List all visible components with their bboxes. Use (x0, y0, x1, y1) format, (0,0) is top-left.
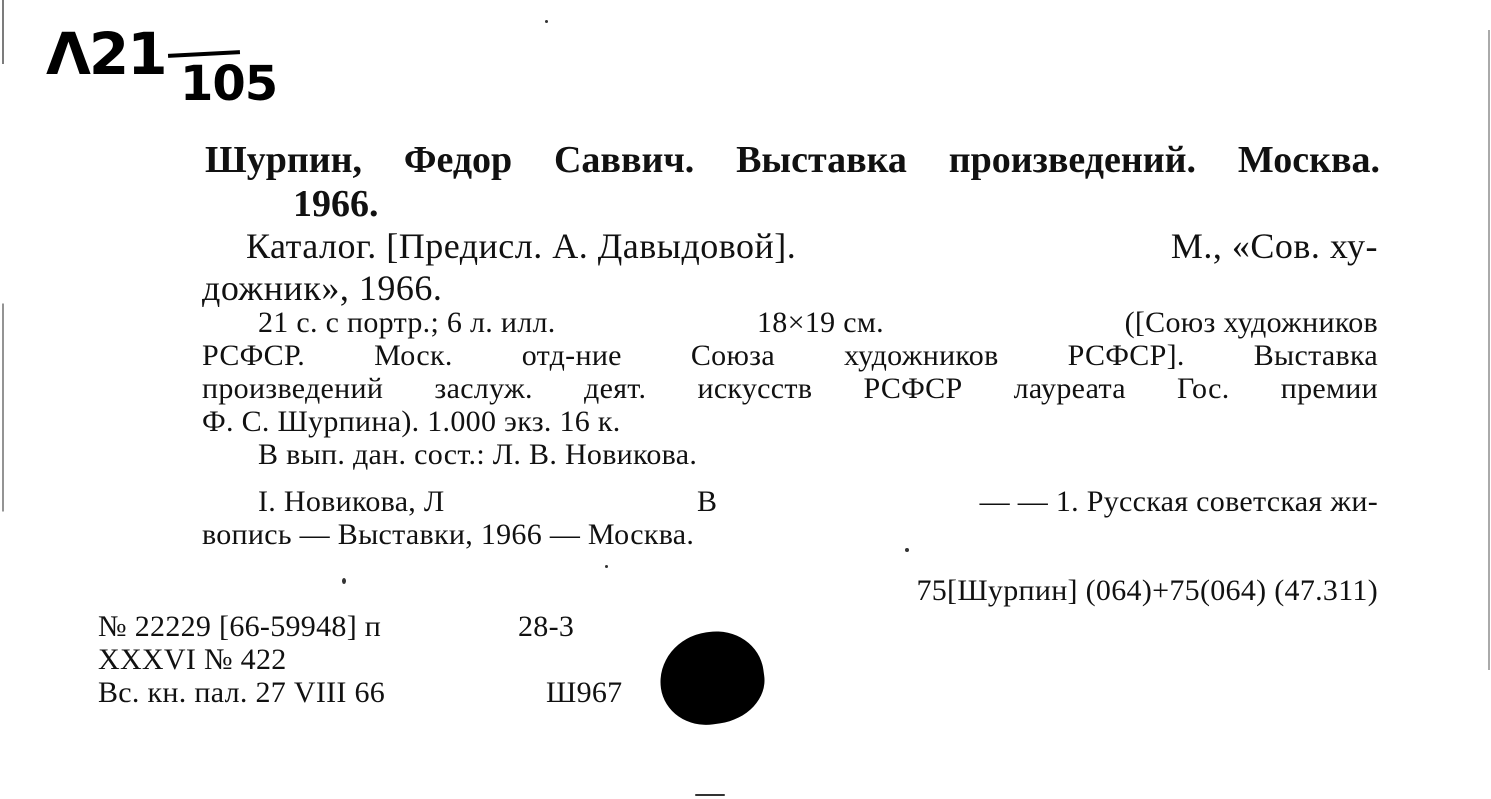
tracing-initial: В (697, 485, 718, 518)
record-code: 28-3 (518, 610, 575, 643)
description-line-1-size: 18×19 см. (757, 306, 884, 339)
card-right-edge (1488, 30, 1490, 670)
title-line-1-left: Каталог. [Предисл. А. Давыдовой]. (246, 226, 797, 266)
tracing-subject: — — 1. Русская советская жи- (979, 485, 1378, 518)
description-line-1-series: ([Союз художников (1124, 306, 1378, 339)
entry-heading-year: 1966. (293, 183, 379, 225)
ink-speck (605, 565, 608, 568)
ink-speck (342, 578, 346, 584)
description-line-4: Ф. С. Шурпина). 1.000 экз. 16 к. (202, 405, 621, 438)
tracing-added-entry: I. Новикова, Л (258, 485, 445, 518)
description-line-2: РСФСР. Моск. отд-ние Союза художников РСФСР]. Выставка (202, 339, 1378, 372)
ink-blot (654, 625, 770, 731)
description-line-1-pages: 21 с. с портр.; 6 л. илл. (258, 306, 556, 339)
handwritten-call-denominator: 105 (180, 56, 278, 112)
title-line-2: дожник», 1966. (202, 268, 443, 308)
classification-index: 75[Шурпин] (064)+75(064) (47.311) (916, 574, 1378, 607)
entry-heading: Шурпин, Федор Саввич. Выставка произведений. Москва. (205, 139, 1380, 181)
tracing-line-2: вопись — Выставки, 1966 — Москва. (202, 518, 695, 551)
title-line-1-right: М., «Сов. ху- (1170, 226, 1378, 266)
ink-speck (545, 20, 548, 23)
registry-date: Вс. кн. пал. 27 VIII 66 (98, 676, 386, 709)
handwritten-call-number: Λ21 (46, 20, 166, 88)
description-line-3: произведений заслуж. деят. искусств РСФСР лауреата Гос. премии (202, 372, 1378, 405)
cutter-number: Ш967 (546, 676, 623, 709)
volume-number: XXXVI № 422 (98, 643, 287, 676)
card-left-edge (2, 0, 4, 799)
compiler-note: В вып. дан. сост.: Л. В. Новикова. (258, 438, 698, 471)
record-number: № 22229 [66-59948] п (98, 610, 382, 643)
ink-speck (905, 548, 909, 552)
ink-speck (695, 794, 725, 796)
